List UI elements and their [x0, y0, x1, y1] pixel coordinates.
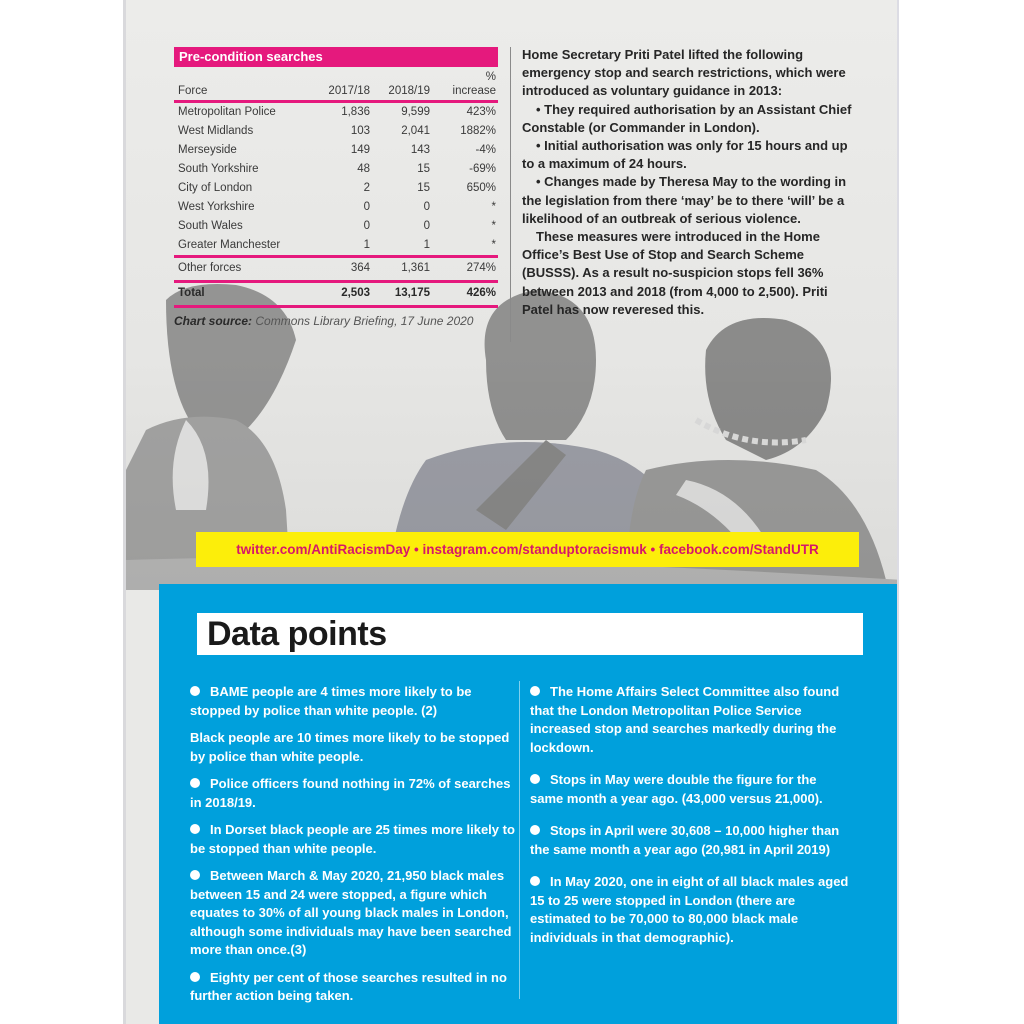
cell-force: South Wales	[178, 219, 243, 232]
data-point	[530, 873, 850, 947]
bullet-icon	[190, 972, 200, 982]
magazine-page	[123, 0, 899, 1024]
table-row	[174, 179, 498, 198]
cell-percent: *	[491, 219, 496, 232]
data-point	[190, 969, 520, 1006]
cell-percent: 650%	[466, 181, 496, 194]
bullet-icon	[530, 825, 540, 835]
cell-2017-18: 2,503	[304, 281, 372, 306]
data-point-text: Stops in May were double the figure for the same month a year ago. (43,000 versus 21,000).	[530, 772, 823, 806]
table-row-other-forces	[174, 256, 498, 281]
cell-2018-19: 1,361	[372, 256, 432, 281]
cell-2017-18: 1,836	[341, 105, 370, 118]
cell-percent: 423%	[466, 105, 496, 118]
cell-2017-18: 1	[363, 238, 370, 251]
cell-percent: -69%	[469, 162, 496, 175]
article-intro: Home Secretary Priti Patel lifted the following emergency stop and search restrictions, which were introduced as voluntary guidance in 2013:	[522, 47, 846, 99]
data-points-left-column	[190, 683, 520, 1015]
data-points-title: Data points	[207, 615, 387, 653]
table-row	[174, 160, 498, 179]
table-row	[174, 122, 498, 141]
data-point	[530, 771, 850, 808]
chart-source-text: Commons Library Briefing, 17 June 2020	[252, 313, 474, 328]
cell-2018-19: 2,041	[401, 124, 430, 137]
cell-2018-19: 9,599	[401, 105, 430, 118]
data-points-right-column	[530, 683, 850, 956]
cell-percent: *	[491, 238, 496, 251]
cell-2017-18: 364	[304, 256, 372, 281]
cell-2018-19: 15	[417, 181, 430, 194]
cell-force: Other forces	[174, 256, 304, 281]
data-point-text: BAME people are 4 times more likely to be stopped by police than white people. (2)	[190, 684, 472, 718]
data-point	[530, 822, 850, 859]
pre-condition-searches-table	[174, 47, 498, 328]
article-closing: These measures were introduced in the Home Office’s Best Use of Stop and Search Scheme (BUSSS). As a result no-suspicion stops fell 36% between 2013 and 2018 (from 4,000 to 2,500). Priti Patel has now reveresed this.	[522, 229, 828, 317]
data-point-text: Stops in April were 30,608 – 10,000 higher than the same month a year ago (20,981 in April 2019)	[530, 823, 840, 857]
cell-2017-18: 0	[363, 200, 370, 213]
header-percent-symbol: %	[485, 70, 496, 83]
social-links-banner: twitter.com/AntiRacismDay • instagram.com/standuptoracismuk • facebook.com/StandUTR	[196, 532, 859, 567]
table-row	[174, 217, 498, 236]
bullet-icon	[530, 876, 540, 886]
cell-percent: 426%	[432, 281, 498, 306]
table-row	[174, 141, 498, 160]
cell-force: Merseyside	[178, 143, 237, 156]
cell-2017-18: 149	[350, 143, 370, 156]
header-2017-18: 2017/18	[304, 67, 372, 101]
cell-percent: -4%	[475, 143, 496, 156]
cell-percent: 1882%	[460, 124, 496, 137]
data-point-text: In Dorset black people are 25 times more likely to be stopped than white people.	[190, 822, 515, 856]
cell-2017-18: 103	[350, 124, 370, 137]
cell-force: City of London	[178, 181, 253, 194]
bullet-icon	[190, 824, 200, 834]
header-2018-19: 2018/19	[372, 67, 432, 101]
table-row-total	[174, 281, 498, 306]
searches-table	[174, 67, 498, 308]
data-point-text: Police officers found nothing in 72% of searches in 2018/19.	[190, 776, 511, 810]
data-point-text: Eighty per cent of those searches resulted in no further action being taken.	[190, 969, 507, 1003]
article-bullet: • Changes made by Theresa May to the wording in the legislation from there ‘may’ be to there ‘will’ be a likelihood of an outbreak of serious violence.	[522, 174, 847, 226]
column-divider	[510, 47, 511, 342]
cell-2018-19: 15	[417, 162, 430, 175]
data-point	[190, 683, 520, 720]
bullet-icon	[190, 686, 200, 696]
article-text	[522, 46, 858, 319]
data-point	[190, 775, 520, 812]
cell-2017-18: 2	[363, 181, 370, 194]
cell-force: Total	[174, 281, 304, 306]
header-force: Force	[174, 67, 304, 101]
cell-force: West Midlands	[178, 124, 254, 137]
data-points-divider	[519, 681, 520, 999]
article-bullet: • They required authorisation by an Assistant Chief Constable (or Commander in London).	[522, 101, 852, 135]
header-percent-increase	[432, 67, 498, 101]
cell-2018-19: 0	[423, 200, 430, 213]
table-row	[174, 236, 498, 257]
data-point	[190, 867, 520, 960]
cell-2018-19: 143	[410, 143, 430, 156]
data-points-section	[159, 584, 899, 1024]
data-points-title-box	[197, 613, 863, 655]
cell-percent: *	[491, 200, 496, 213]
header-increase: increase	[452, 84, 496, 97]
cell-2018-19: 1	[423, 238, 430, 251]
article-bullet: • Initial authorisation was only for 15 hours and up to a maximum of 24 hours.	[522, 138, 848, 172]
cell-force: South Yorkshire	[178, 162, 259, 175]
cell-2017-18: 0	[363, 219, 370, 232]
data-point	[190, 729, 520, 766]
data-point-text: Black people are 10 times more likely to be stopped by police than white people.	[190, 730, 510, 764]
table-row	[174, 198, 498, 217]
data-point-text: Between March & May 2020, 21,950 black males between 15 and 24 were stopped, a figure which equates to 30% of all young black males in London, although some individuals may have been searched more than once.(3)	[190, 868, 512, 957]
data-point-text: In May 2020, one in eight of all black males aged 15 to 25 were stopped in London (there are estimated to be 70,000 to 80,000 black male individuals in that demographic).	[530, 874, 849, 945]
bullet-icon	[190, 870, 200, 880]
cell-force: Metropolitan Police	[178, 105, 276, 118]
cell-2018-19: 0	[423, 219, 430, 232]
cell-force: Greater Manchester	[178, 238, 281, 251]
chart-source-label: Chart source:	[174, 313, 253, 328]
data-point	[190, 821, 520, 858]
cell-force: West Yorkshire	[178, 200, 255, 213]
table-title: Pre-condition searches	[174, 47, 498, 67]
bullet-icon	[530, 774, 540, 784]
cell-2017-18: 48	[357, 162, 370, 175]
data-point-text: The Home Affairs Select Committee also found that the London Metropolitan Police Service increased stop and searches markedly during the lockdown.	[530, 684, 840, 755]
table-header-row	[174, 67, 498, 101]
bullet-icon	[190, 778, 200, 788]
cell-2018-19: 13,175	[372, 281, 432, 306]
table-row	[174, 101, 498, 122]
cell-percent: 274%	[432, 256, 498, 281]
chart-source	[174, 314, 498, 328]
data-point	[530, 683, 850, 757]
bullet-icon	[530, 686, 540, 696]
